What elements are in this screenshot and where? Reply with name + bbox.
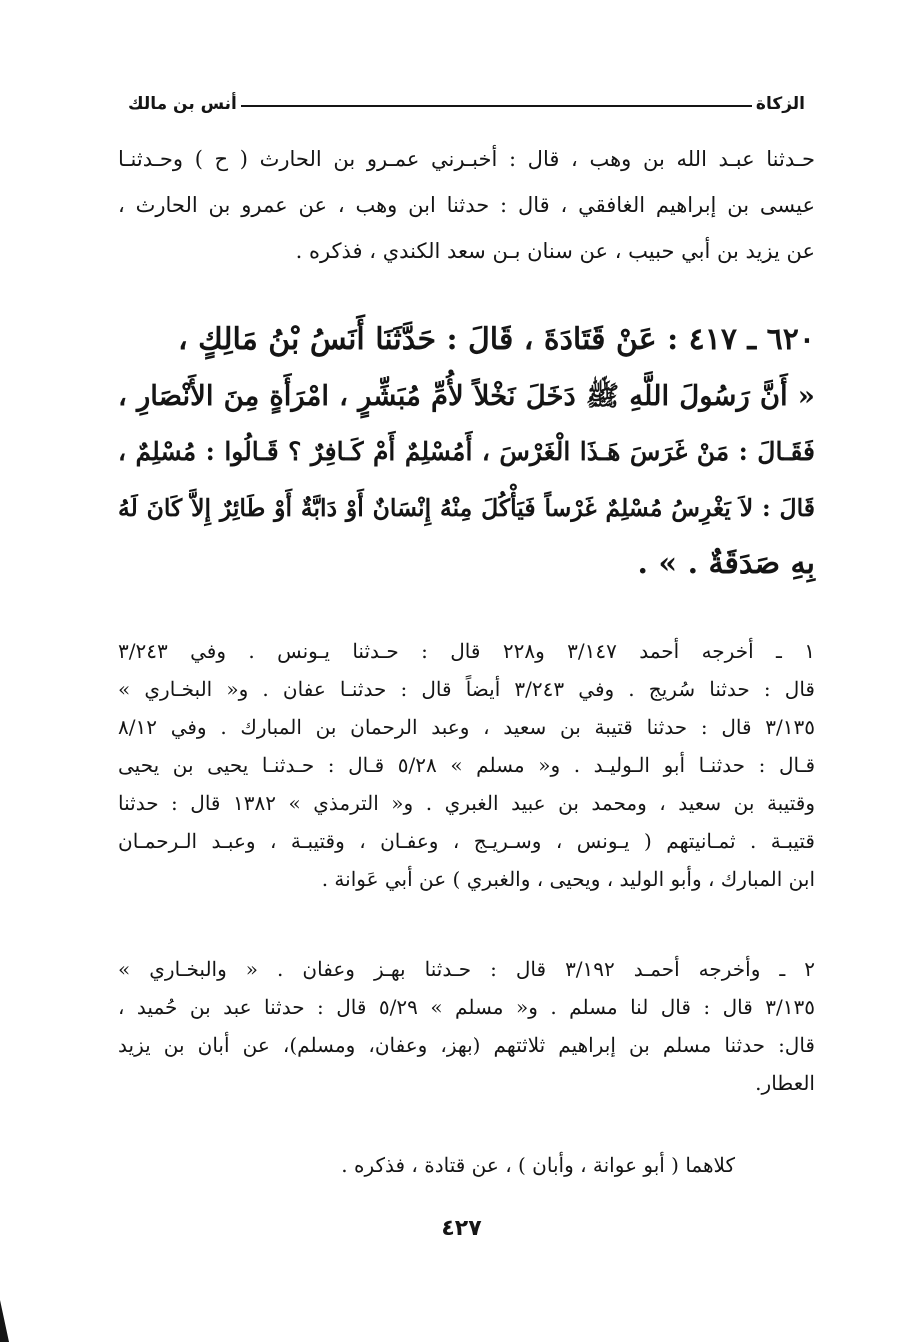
hadith-line: « أَنَّ رَسُولَ اللَّهِ ﷺ دَخَلَ نَخْلاً لأُمِّ مُبَشِّرٍ ، امْرَأَةٍ مِنَ الأَنْصَارِ ، [118,380,815,412]
footnote-summary [118,1146,815,1184]
hadith-line: قَالَ : لاَ يَغْرِسُ مُسْلِمٌ غَرْساً فَيَأْكُلَ مِنْهُ إِنْسَانٌ أَوْ دَابَّةٌ أَوْ طَائِرٌ إِلاَّ كَانَ لَهُ [118,494,815,522]
footnote-line: العطار. [755,1071,815,1095]
footnote-line: كلاهما ( أبو عوانة ، وأبان ) ، عن قتادة ، فذكره . [341,1153,735,1177]
text-line: حـدثنا عبـد الله بن وهب ، قال : أخبـرني عمـرو بن الحارث ( ح ) وحـدثنـا [118,147,815,171]
text-line: عن يزيد بن أبي حبيب ، عن سنان بـن سعد الكندي ، فذكره . [295,239,815,263]
page-number: ٤٢٧ [441,1216,482,1241]
footnote-line: ٣/١٣٥ قال : قال لنا مسلم . و« مسلم » ٥/٢٩ قال : حدثنا عبد بن حُميد ، [118,995,815,1019]
footnote-2 [118,950,815,1102]
isnad-paragraph [118,136,815,274]
hadith-text [118,312,815,592]
footnote-line: قتيبـة . ثمـانيتهم ( يـونس ، وسـريـج ، وعفـان ، وقتيبـة ، وعبـد الـرحمـان [118,829,815,853]
scan-edge-mark [0,1300,9,1342]
header-narrator-title: أنس بن مالك [128,94,237,114]
footnote-line: ١ ـ أخرجه أحمد ٣/١٤٧ و٢٢٨ قال : حـدثنا يـونس . وفي ٣/٢٤٣ [118,639,815,663]
header-chapter-title: الزكاة [755,94,805,114]
hadith-line: ٦٢٠ ـ ٤١٧ : عَنْ قَتَادَةَ ، قَالَ : حَدَّثَنَا أَنَسُ بْنُ مَالِكٍ ، [178,322,815,357]
running-header [128,82,805,114]
hadith-line: بِهِ صَدَقَةٌ . » . [637,546,815,581]
footnote-line: قال : حدثنا سُريج . وفي ٣/٢٤٣ أيضاً قال : حدثنـا عفان . و« البخـاري » [118,677,815,701]
footnote-line: ابن المبارك ، وأبو الوليد ، ويحيى ، والغبري ) عن أبي عَوانة . [321,867,815,891]
header-rule [241,105,752,107]
footnote-line: وقتيبة بن سعيد ، ومحمد بن عبيد الغبري . و« الترمذي » ١٣٨٢ قال : حدثنا [118,791,815,815]
footnote-line: ٢ ـ وأخرجه أحمـد ٣/١٩٢ قال : حـدثنا بهـز وعفان . « والبخـاري » [118,957,816,981]
hadith-line: فَقَـالَ : مَنْ غَرَسَ هَـذَا الْغَرْسَ ، أَمُسْلِمٌ أَمْ كَـافِرٌ ؟ قَـالُوا : مُسْلِمٌ ، [118,437,815,466]
footnote-line: قال: حدثنا مسلم بن إبراهيم ثلاثتهم (بهز، وعفان، ومسلم)، عن أبان بن يزيد [118,1033,815,1057]
footnote-line: قـال : حدثنـا أبو الـوليـد . و« مسلم » ٥/٢٨ قـال : حـدثنـا يحيى بن يحيى [118,753,815,777]
footnote-1 [118,632,815,898]
footnote-line: ٣/١٣٥ قال : حدثنا قتيبة بن سعيد ، وعبد الرحمان بن المبارك . وفي ٨/١٢ [118,715,815,739]
text-line: عيسى بن إبراهيم الغافقي ، قال : حدثنا ابن وهب ، عن عمرو بن الحارث ، [118,193,815,217]
